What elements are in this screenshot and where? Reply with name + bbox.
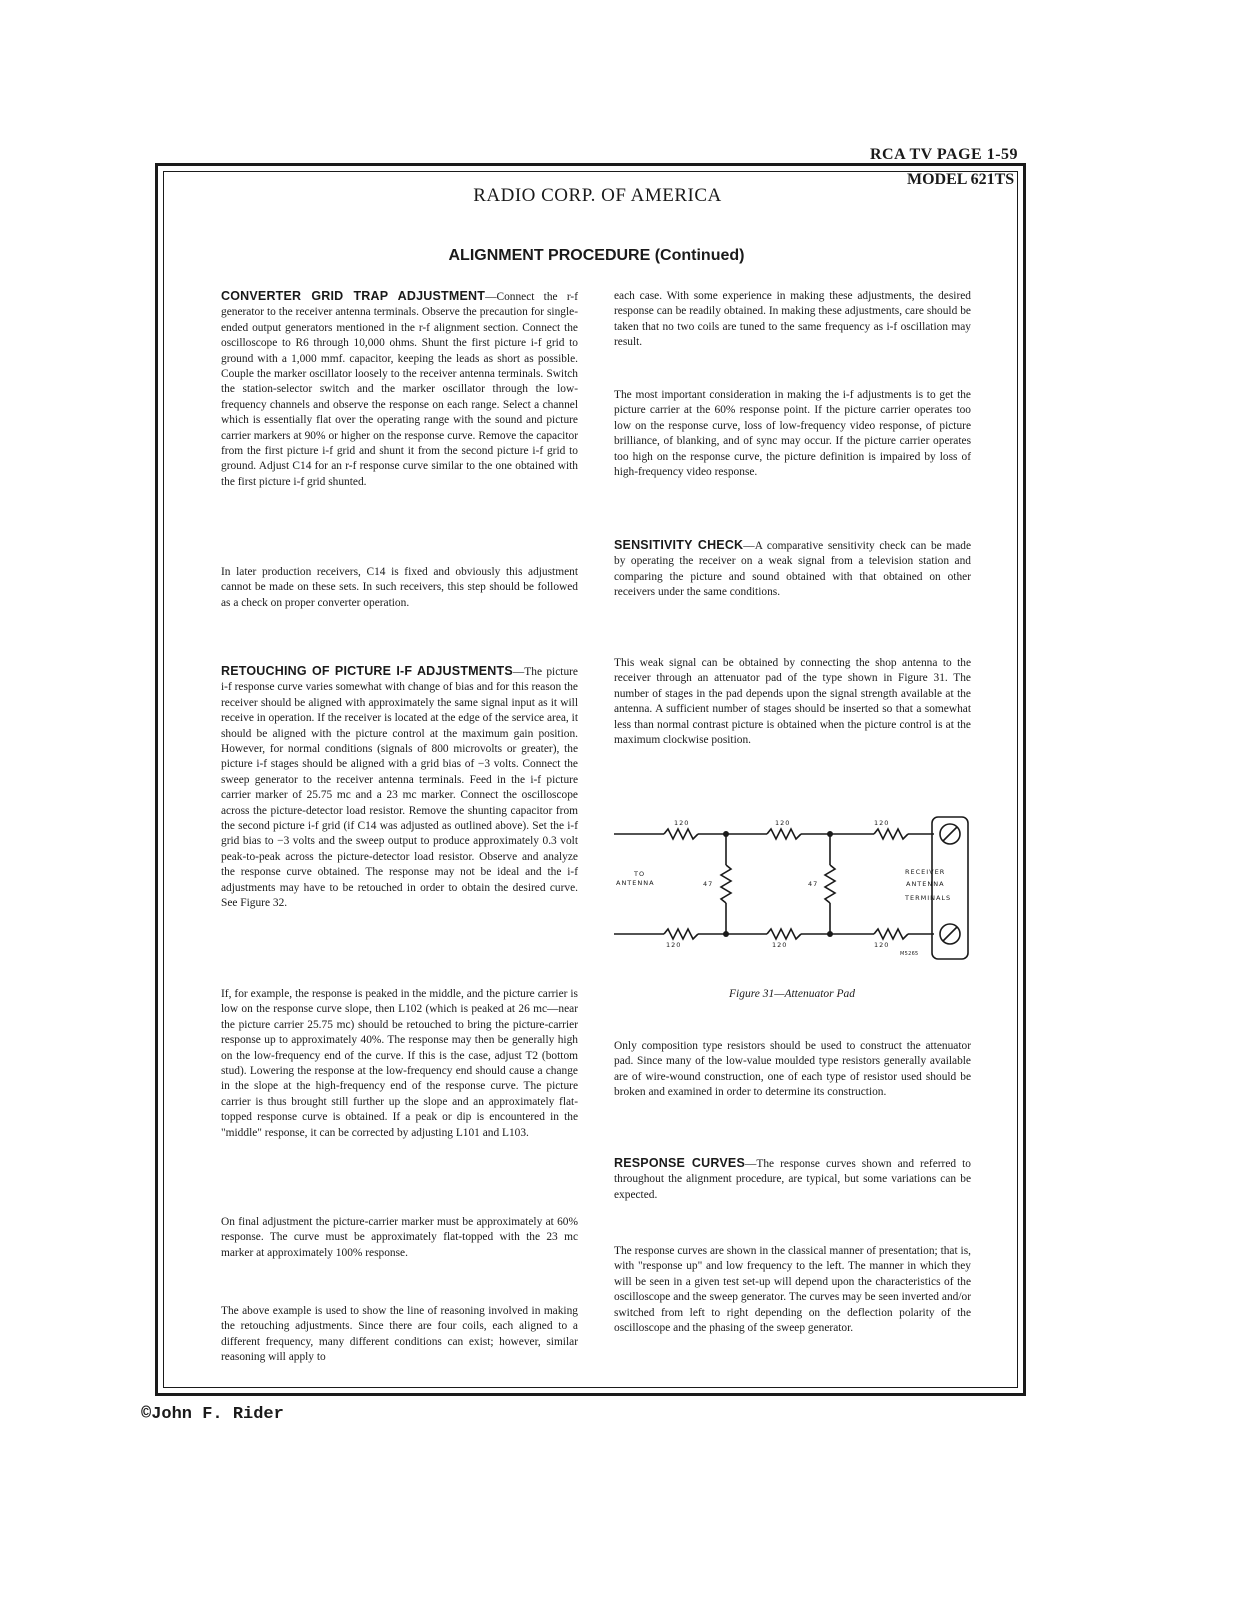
c14-note-block [221,565,578,611]
resistor-label-top-3: 120 [874,819,890,827]
weak-signal-block [614,656,971,748]
converter-grid-trap-heading: CONVERTER GRID TRAP ADJUSTMENT [221,289,486,303]
left-column [221,289,578,490]
weak-signal-paragraph: This weak signal can be obtained by connecting the shop antenna to the receiver through an attenuator pad of the type shown in Figure 31. The number of stages in the pad depends upon the signal strength available at the antenna. A sufficient number of stages should be inserted so that a somewhat less than normal contrast picture is obtained when the picture control is at the maximum clockwise position. [614,657,971,747]
retouching-paragraph [221,664,578,912]
reasoning-paragraph: The above example is used to show the line of reasoning involved in making the retouching adjustments. Since there are four coils, each aligned to a different frequency, many different conditions can exist; however, similar reasoning will apply to [221,1305,578,1364]
junction-dot-4 [827,931,833,937]
converter-grid-trap-text: —Connect the r-f generator to the receiver antenna terminals. Observe the precaution for single-ended output generators mentioned in the r-f alignment section. Connect the oscilloscope to R6 through 10,000 ohms. Shunt the first picture i-f grid to ground with a 1,000 mmf. capacitor, keeping the leads as short as possible. Couple the marker oscillator loosely to the receiver antenna terminals. Switch the station-selector switch and the marker oscillator through the low-frequency channels and observe the response on each range. Select a channel which is essentially flat over the operating range with the sound and picture carrier markers at 90% or higher on the response curve. Remove the capacitor from the first picture i-f grid and shunt it from the second picture i-f grid to ground. Adjust C14 for an r-f response curve similar to the one obtained with the first picture i-f grid shunted. [221,291,578,488]
copyright-notice: ©John F. Rider [141,1405,284,1424]
final-adjustment-paragraph: On final adjustment the picture-carrier marker must be approximately at 60% response. The curve must be approximately flat-topped with the 23 mc marker at approximately 100% response. [221,1216,578,1259]
response-curves-text: —The response curves shown and referred to throughout the alignment procedure, are typical, but some variations can be expected. [614,1158,971,1201]
to-antenna-label-line2: ANTENNA [616,879,655,887]
receiver-label-line2: ANTENNA [906,880,945,888]
important-consideration-block [614,388,971,480]
presentation-paragraph: The response curves are shown in the classical manner of presentation; that is, with "response up" and low frequency to the left. The manner in which they will be seen in a given test set-up will depend upon the characteristics of the oscilloscope and the sweep generator. The curves may be seen inverted and/or switched from left to right depending on the deflection polarity of the oscilloscope and the phasing of the sweep generator. [614,1245,971,1335]
retouching-block [221,664,578,912]
to-antenna-label-line1: TO [634,870,646,878]
response-curves-block [614,1156,971,1203]
section-title: ALIGNMENT PROCEDURE (Continued) [448,247,745,264]
retouching-text: —The picture i-f response curve varies somewhat with change of bias and for this reason the receiver should be aligned with approximately the same signal input as it will receive in operation. If the receiver is located at the edge of the service area, it should be aligned with the picture control at the maximum gain position. However, for normal conditions (signals of 800 microvolts or greater), the picture i-f stages should be aligned with a grid bias of −3 volts. Connect the sweep generator to the receiver antenna terminals. Feed in the i-f picture carrier marker of 25.75 mc and a 23 mc marker. Connect the oscilloscope across the picture-detector load resistor. Remove the shunting capacitor from the second picture i-f grid (if C14 was adjusted as outlined above). Set the i-f grid bias to −3 volts and the sweep output to produce approximately 0.3 volt peak-to-peak across the picture-detector load resistor. Observe and analyze the response curve obtained. The response may not be ideal and the i-f adjustments may have to be retouched in order to obtain the desired curve. See Figure 32. [221,666,578,910]
reasoning-block [221,1304,578,1366]
shunt-label-2: 47 [808,880,819,888]
resistor-label-bottom-1: 120 [666,941,682,949]
receiver-label-line3: TERMINALS [905,894,952,902]
sensitivity-block [614,538,971,601]
converter-grid-trap-paragraph [221,289,578,490]
junction-dot-3 [723,931,729,937]
resistor-label-top-1: 120 [674,819,690,827]
sensitivity-heading: SENSITIVITY CHECK [614,538,744,552]
figure-code: M5265 [900,951,919,957]
composition-paragraph: Only composition type resistors should be used to construct the attenuator pad. Since many of the low-value moulded type resistors generally available are of wire-wound construction, one of each type of resistor used should be broken and examined in order to determine its construction. [614,1040,971,1099]
shunt-label-1: 47 [703,880,714,888]
figure-caption: Figure 31—Attenuator Pad [728,988,856,1000]
final-adjustment-block [221,1215,578,1261]
attenuator-pad-diagram [612,813,972,963]
page-number-header: RCA TV PAGE 1-59 [870,146,1019,163]
each-case-paragraph: each case. With some experience in making these adjustments, the desired response can be readily obtained. In making these adjustments, care should be taken that no two coils are tuned to the same frequency as i-f oscillation may result. [614,290,971,349]
example-block [221,987,578,1141]
resistor-label-bottom-2: 120 [772,941,788,949]
sensitivity-paragraph [614,538,971,601]
model-label: MODEL 621TS [907,171,1015,188]
c14-note-paragraph: In later production receivers, C14 is fixed and obviously this adjustment cannot be made on these sets. In such receivers, this step should be followed as a check on proper converter operation. [221,566,578,609]
important-consideration-paragraph: The most important consideration in making the i-f adjustments is to get the picture carrier at the 60% response point. If the picture carrier operates too low on the response curve, loss of low-frequency video response, of picture brilliance, of blanking, and of sync may occur. If the picture carrier operates too high on the response curve, the picture definition is impaired by loss of high-frequency video response. [614,389,971,479]
junction-dot-1 [723,831,729,837]
resistor-label-top-2: 120 [775,819,791,827]
resistor-label-bottom-3: 120 [874,941,890,949]
each-case-block [614,289,971,351]
retouching-heading: RETOUCHING OF PICTURE I-F ADJUSTMENTS [221,664,513,678]
presentation-block [614,1244,971,1336]
response-curves-heading: RESPONSE CURVES [614,1156,745,1170]
composition-block [614,1039,971,1101]
response-curves-paragraph [614,1156,971,1203]
junction-dot-2 [827,831,833,837]
receiver-label-line1: RECEIVER [905,868,946,876]
example-paragraph: If, for example, the response is peaked in the middle, and the picture carrier is low on the response curve slope, then L102 (which is peaked at 26 mc—near the picture carrier 25.75 mc) should be retouched to bring the picture-carrier response up to approximately 40%. The response may then be generally high on the low-frequency end of the curve. If this is the case, adjust T2 (bottom stud). Lowering the response at the low-frequency end should cause a change in the slope at the high-frequency end of the response curve. The picture carrier is thus brought still further up the slope and an approximately flat-topped response curve is obtained. If a peak or dip is encountered in the "middle" response, it can be corrected by adjusting L101 and L103. [221,988,578,1139]
sensitivity-text: —A comparative sensitivity check can be made by operating the receiver on a weak signal from a television station and comparing the picture and sound obtained with that obtained on other receivers under the same conditions. [614,540,972,599]
company-name: RADIO CORP. OF AMERICA [473,185,722,206]
